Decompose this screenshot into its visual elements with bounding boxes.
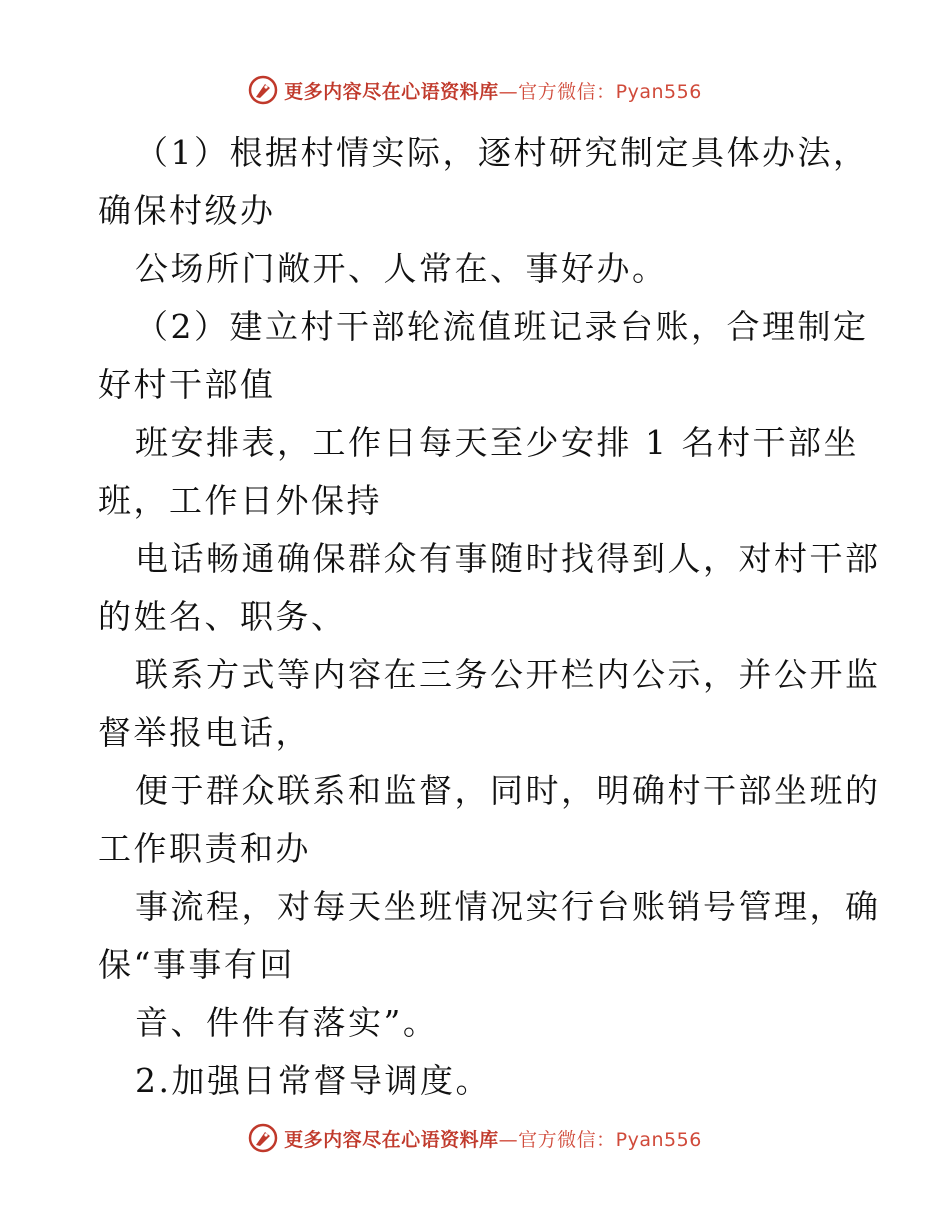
paragraph-4-line-1: 班安排表，工作日每天至少安排 1 名村干部坐 bbox=[135, 423, 859, 462]
pen-nib-logo-icon bbox=[248, 1123, 278, 1153]
paragraph-8-line-1: 事流程，对每天坐班情况实行台账销号管理，确 bbox=[135, 887, 881, 926]
paragraph-5-line-2: 的姓名、职务、 bbox=[98, 597, 347, 636]
pen-nib-logo-icon bbox=[248, 75, 278, 105]
paragraph-3-line-2: 好村干部值 bbox=[98, 365, 276, 404]
paragraph-7-line-1: 便于群众联系和监督，同时，明确村干部坐班的 bbox=[135, 771, 881, 810]
paragraph-1-line-1: （1）根据村情实际，逐村研究制定具体办法， bbox=[135, 133, 869, 172]
paragraph-5-line-1: 电话畅通确保群众有事随时找得到人，对村干部 bbox=[135, 539, 881, 578]
paragraph-8-line-2: 保“事事有回 bbox=[98, 945, 295, 984]
document-body bbox=[98, 124, 881, 1110]
paragraph-6-line-2: 督举报电话， bbox=[98, 713, 311, 752]
header-watermark bbox=[0, 70, 950, 110]
watermark-wechat-text: —官方微信：Pyan556 bbox=[498, 1128, 702, 1151]
paragraph-1-line-2: 确保村级办 bbox=[98, 191, 276, 230]
paragraph-10-line-1: 2.加强日常督导调度。 bbox=[135, 1061, 491, 1100]
watermark-wechat-text: —官方微信：Pyan556 bbox=[498, 80, 702, 103]
paragraph-9-line-1: 音、件件有落实”。 bbox=[135, 1003, 439, 1042]
watermark-main-text: 更多内容尽在心语资料库 bbox=[284, 1128, 499, 1151]
watermark-main-text: 更多内容尽在心语资料库 bbox=[284, 80, 499, 103]
footer-watermark bbox=[0, 1118, 950, 1158]
paragraph-6-line-1: 联系方式等内容在三务公开栏内公示，并公开监 bbox=[135, 655, 881, 694]
paragraph-4-line-2: 班，工作日外保持 bbox=[98, 481, 382, 520]
paragraph-3-line-1: （2）建立村干部轮流值班记录台账，合理制定 bbox=[135, 307, 869, 346]
paragraph-7-line-2: 工作职责和办 bbox=[98, 829, 311, 868]
paragraph-2-line-1: 公场所门敞开、人常在、事好办。 bbox=[135, 249, 668, 288]
